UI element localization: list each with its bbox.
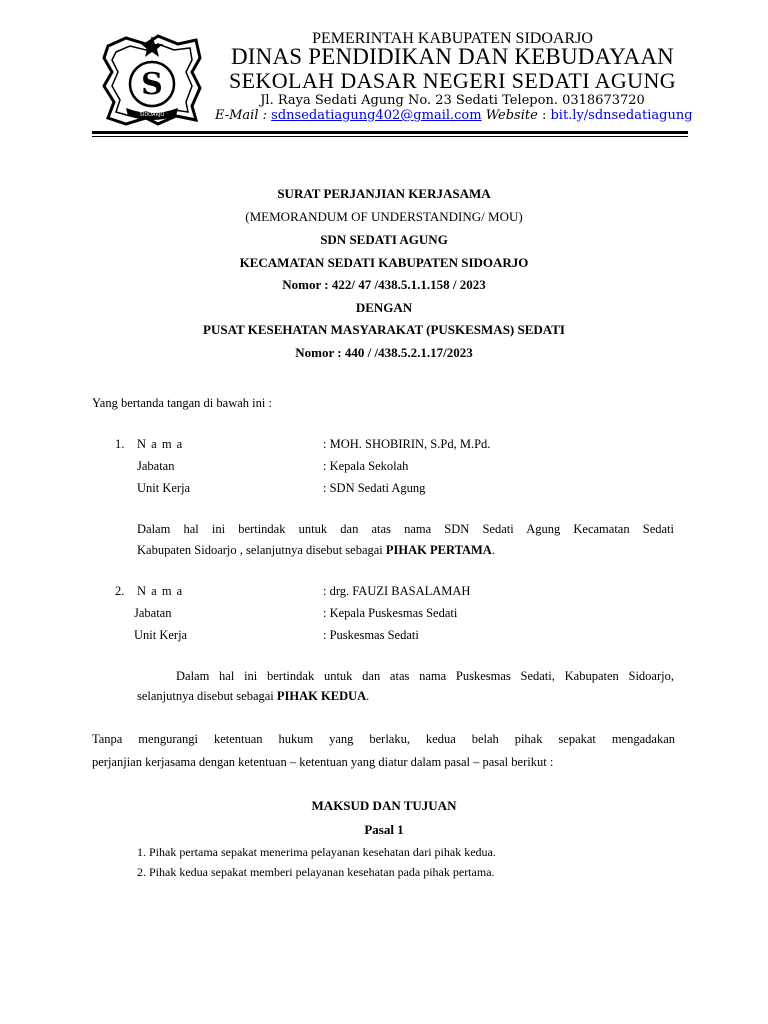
party2-desc-line1: Dalam hal ini bertindak untuk dan atas nama Puskesmas Sedati, Kabupaten Sidoarjo, xyxy=(176,669,674,683)
agreement-line1: Tanpa mengurangi ketentuan hukum yang berlaku, kedua belah pihak sepakat mengadakan xyxy=(92,732,675,746)
doc-number-2: Nomor : 440 / /438.5.2.1.17/2023 xyxy=(295,345,473,360)
regency-logo xyxy=(96,28,208,128)
email-label: E-Mail xyxy=(215,108,259,123)
doc-party1-school: SDN SEDATI AGUNG xyxy=(320,232,448,247)
section-heading: MAKSUD DAN TUJUAN xyxy=(311,798,457,813)
party1-unit-label: Unit Kerja xyxy=(137,481,191,495)
party2-name-label: N a m a xyxy=(137,584,184,598)
article-item-1: 1. Pihak pertama sepakat menerima pelayanan kesehatan dari pihak kedua. xyxy=(137,845,496,859)
party1-desc-pre: Kabupaten Sidoarjo , selanjutnya disebut sebagai xyxy=(137,543,386,557)
party2-number: 2. xyxy=(115,584,125,598)
letterhead-government: PEMERINTAH KABUPATEN SIDOARJO xyxy=(312,30,593,47)
party2-desc-pre: selanjutnya disebut sebagai xyxy=(137,689,277,703)
party2-desc-post: . xyxy=(366,689,370,703)
party2-position-value: : Kepala Puskesmas Sedati xyxy=(323,606,458,620)
letterhead-rule-thick xyxy=(92,131,688,134)
article-item-2: 2. Pihak kedua sepakat memberi pelayanan kesehatan pada pihak pertama. xyxy=(137,865,495,879)
doc-with: DENGAN xyxy=(355,300,413,315)
party1-desc-post: . xyxy=(491,543,495,557)
party2-role: PIHAK KEDUA xyxy=(276,689,367,703)
email-link[interactable]: sdnsedatiagung402@gmail.com xyxy=(271,108,482,123)
party1-desc-line1: Dalam hal ini bertindak untuk dan atas nama SDN Sedati Agung Kecamatan Sedati xyxy=(137,522,674,536)
party1-name-value: : MOH. SHOBIRIN, S.Pd, M.Pd. xyxy=(323,437,491,451)
regency-emblem-icon xyxy=(96,28,208,128)
party2-desc-line2 xyxy=(137,689,369,704)
website-label: Website xyxy=(485,108,538,123)
party1-name-label: N a m a xyxy=(137,437,184,451)
letterhead-address: Jl. Raya Sedati Agung No. 23 Sedati Telepon. 0318673720 xyxy=(260,93,645,108)
party1-position-label: Jabatan xyxy=(137,459,175,473)
svg-text:SIDOARJO: SIDOARJO xyxy=(139,112,165,118)
party1-position-value: : Kepala Sekolah xyxy=(323,459,409,473)
doc-subtitle: (MEMORANDUM OF UNDERSTANDING/ MOU) xyxy=(245,209,523,224)
party2-position-label: Jabatan xyxy=(134,606,172,620)
intro-text: Yang bertanda tangan di bawah ini : xyxy=(92,396,272,410)
agreement-line2: perjanjian kerjasama dengan ketentuan – ketentuan yang diatur dalam pasal – pasal berikut : xyxy=(92,755,554,769)
letterhead-school: SEKOLAH DASAR NEGERI SEDATI AGUNG xyxy=(228,68,677,93)
party1-desc-line2 xyxy=(137,543,495,558)
letterhead-agency: DINAS PENDIDIKAN DAN KEBUDAYAAN xyxy=(231,44,674,69)
party1-number: 1. xyxy=(115,437,125,451)
section-article: Pasal 1 xyxy=(364,822,404,837)
party2-unit-value: : Puskesmas Sedati xyxy=(323,628,419,642)
letterhead-contact: E-Mail : sdnsedatiagung402@gmail.com Website : bit.ly/sdnsedatiagung xyxy=(215,108,693,123)
doc-party2-org: PUSAT KESEHATAN MASYARAKAT (PUSKESMAS) SEDATI xyxy=(203,322,565,337)
website-link[interactable]: bit.ly/sdnsedatiagung xyxy=(550,108,693,123)
letterhead-rule-thin xyxy=(92,136,688,137)
doc-title: SURAT PERJANJIAN KERJASAMA xyxy=(277,186,491,201)
svg-text:S: S xyxy=(141,67,163,102)
party2-unit-label: Unit Kerja xyxy=(134,628,188,642)
party1-unit-value: : SDN Sedati Agung xyxy=(323,481,426,495)
doc-party1-district: KECAMATAN SEDATI KABUPATEN SIDOARJO xyxy=(239,255,529,270)
party1-role: PIHAK PERTAMA xyxy=(385,543,492,557)
doc-number-1: Nomor : 422/ 47 /438.5.1.1.158 / 2023 xyxy=(282,277,486,292)
party2-name-value: : drg. FAUZI BASALAMAH xyxy=(323,584,471,598)
